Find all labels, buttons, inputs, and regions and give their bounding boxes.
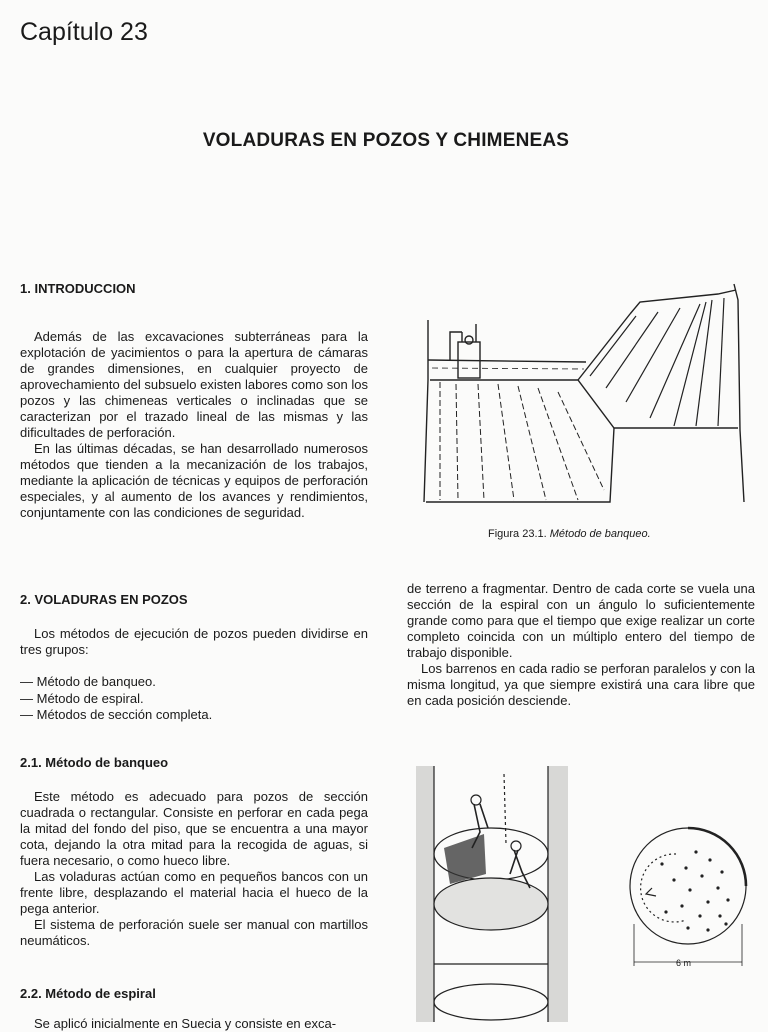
- methods-list: [20, 674, 212, 724]
- intro-paragraph-1: Además de las excavaciones subterráneas para la explotación de yacimientos o para la apertura de cámaras de grandes dimensiones, en cualquier proyecto de aprovechamiento del subsuelo existen labores como son los pozos y las chimeneas verticales o inclinadas que se caracterizan por el trazado lineal de las mismas y las dificultades de perforación.: [20, 329, 368, 440]
- intro-paragraph-2: En las últimas décadas, se han desarrollado numerosos métodos que tienden a la mecanización de los trabajos, mediante la aplicación de técnicas y equipos de perforación especiales, y al aumento de los avances y rendimientos, conjuntamente con las condiciones de seguridad.: [20, 441, 368, 520]
- figure-banqueo-diagram: [418, 280, 752, 510]
- page-title: VOLADURAS EN POZOS Y CHIMENEAS: [202, 130, 570, 151]
- intro-text: [20, 329, 368, 521]
- figure-caption-title: Método de banqueo.: [549, 528, 651, 540]
- figure-caption: [488, 528, 651, 540]
- figure-shaft-illustration: [414, 764, 574, 1024]
- section-heading-voladuras-pozos: 2. VOLADURAS EN POZOS: [20, 592, 188, 607]
- espiral-paragraph-partial: Se aplicó inicialmente en Suecia y consiste en exca-: [34, 1016, 337, 1031]
- figure-spiral-plan: [626, 824, 752, 972]
- right-paragraph-2: Los barrenos en cada radio se perforan paralelos y con la misma longitud, ya que siempre existirá una cara libre que en cada posición desciende.: [407, 661, 755, 708]
- spiral-dimension-label: 6 m: [676, 958, 692, 968]
- pozos-paragraph: Los métodos de ejecución de pozos pueden dividirse en tres grupos:: [20, 626, 368, 657]
- banqueo-text: [20, 789, 368, 949]
- right-paragraph-1: de terreno a fragmentar. Dentro de cada corte se vuela una sección de la espiral con un ángulo lo suficientemente grande como para que el tiempo que exige realizar un corte completo coincida con un múltiplo entero del tiempo de trabajo disponible.: [407, 581, 755, 660]
- chapter-label: Capítulo 23: [20, 18, 148, 46]
- methods-list-item: — Métodos de sección completa.: [20, 707, 213, 722]
- section-heading-espiral: 2.2. Método de espiral: [20, 986, 156, 1001]
- banqueo-paragraph-2: Las voladuras actúan como en pequeños bancos con un frente libre, desplazando el material hacia el hueco de la pega anterior.: [20, 869, 368, 916]
- banqueo-paragraph-1: Este método es adecuado para pozos de sección cuadrada o rectangular. Consiste en perforar en cada pega la mitad del fondo del piso, que se encuentra a una mayor cota, dejando la otra mitad para la recogida de aguas, si fuera necesario, o como hueco libre.: [20, 789, 368, 868]
- figure-caption-number: Figura 23.1.: [488, 528, 547, 540]
- methods-list-item: — Método de banqueo.: [20, 674, 156, 689]
- right-column-text: [407, 581, 755, 709]
- section-heading-banqueo: 2.1. Método de banqueo: [20, 755, 169, 770]
- banqueo-paragraph-3: El sistema de perforación suele ser manual con martillos neumáticos.: [20, 917, 368, 948]
- methods-list-item: — Método de espiral.: [20, 690, 144, 706]
- section-heading-introduccion: 1. INTRODUCCION: [20, 281, 136, 296]
- pozos-intro: [20, 626, 368, 658]
